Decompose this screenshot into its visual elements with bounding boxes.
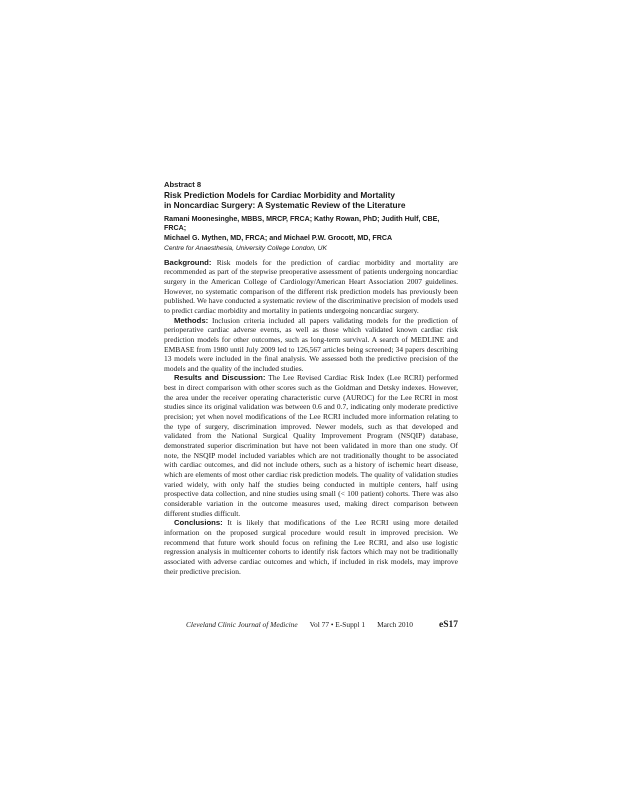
volume-info: Vol 77 • E-Suppl 1: [309, 620, 366, 629]
author-list: [164, 215, 458, 244]
background-heading: Background:: [164, 257, 212, 267]
abstract-label: Abstract 8: [164, 180, 202, 189]
issue-date: March 2010: [377, 620, 413, 629]
abstract-title: [164, 190, 458, 211]
conclusions-heading: Conclusions:: [174, 518, 223, 528]
methods-paragraph: [164, 316, 458, 374]
page-number: eS17: [439, 620, 458, 630]
results-heading: Results and Discussion:: [174, 373, 266, 383]
affiliation: Centre for Anaesthesia, University College London, UK: [164, 244, 327, 252]
methods-text: Inclusion criteria included all papers validating models for the prediction of perioperative cardiac adverse events, as well as those which validated known cardiac risk prediction models for other outcomes, such as long-term survival. A search of MEDLINE and EMBASE from 1980 until July 2009 led to 126,567 articles being screened; 34 papers describing 13 models were included in the final analysis. We assessed both the predictive precision of the models and the quality of the included studies.: [164, 315, 458, 373]
journal-name: Cleveland Clinic Journal of Medicine: [186, 620, 298, 629]
conclusions-paragraph: [164, 518, 458, 576]
background-text: Risk models for the prediction of cardiac morbidity and mortality are recommended as part of the stepwise preoperative assessment of patients undergoing noncardiac surgery in the American College of Cardiology/American Heart Association 2007 guidelines. However, no systematic comparison of the different risk prediction models has previously been published. We have conducted a systematic review of the discriminative precision of models used to predict cardiac morbidity and mortality in patients undergoing noncardiac surgery.: [164, 257, 458, 315]
title-line-2: in Noncardiac Surgery: A Systematic Review of the Literature: [164, 200, 406, 211]
results-paragraph: [164, 373, 458, 518]
background-paragraph: [164, 258, 458, 316]
abstract-page: [164, 180, 458, 576]
page-footer: [186, 620, 458, 630]
results-text: The Lee Revised Cardiac Risk Index (Lee RCRI) performed best in direct comparison with other scores such as the Goldman and Detsky indexes. However, the area under the receiver operating characteristic curve (AUROC) for the Lee RCRI in most studies since its original validation was between 0.6 and 0.7, indicating only moderate predictive precision; yet when novel modifications of the Lee RCRI included more information relating to the type of surgery, discrimination improved. Newer models, such as that developed and validated from the National Surgical Quality Improvement Program (NSQIP) database, demonstrated superior discrimination but have not been validated in more than one study. Of note, the NSQIP model included variables which are not traditionally thought to be associated with cardiac outcomes, and did not include others, such as a history of ischemic heart disease, which are elements of most other cardiac risk prediction models. The quality of validation studies varied widely, with only half the studies being conducted in multiple centers, half using prospective data collection, and nine studies using small (< 100 patient) cohorts. There was also considerable variation in the outcome measures used, making direct comparison between different studies difficult.: [164, 373, 459, 518]
authors-line-1: Ramani Moonesinghe, MBBS, MRCP, FRCA; Kathy Rowan, PhD; Judith Hulf, CBE, FRCA;: [164, 214, 440, 233]
authors-line-2: Michael G. Mythen, MD, FRCA; and Michael P.W. Grocott, MD, FRCA: [164, 234, 393, 242]
methods-heading: Methods:: [174, 315, 209, 325]
conclusions-text: It is likely that modifications of the Lee RCRI using more detailed information on the proposed surgical procedure would result in improved precision. We recommend that future work should focus on refining the Lee RCRI, and also use logistic regression analysis in multicenter cohorts to identify risk factors which may not be traditionally associated with adverse cardiac outcomes and which, if included in risk models, may improve their predictive precision.: [164, 518, 458, 576]
title-line-1: Risk Prediction Models for Cardiac Morbidity and Mortality: [164, 190, 395, 200]
